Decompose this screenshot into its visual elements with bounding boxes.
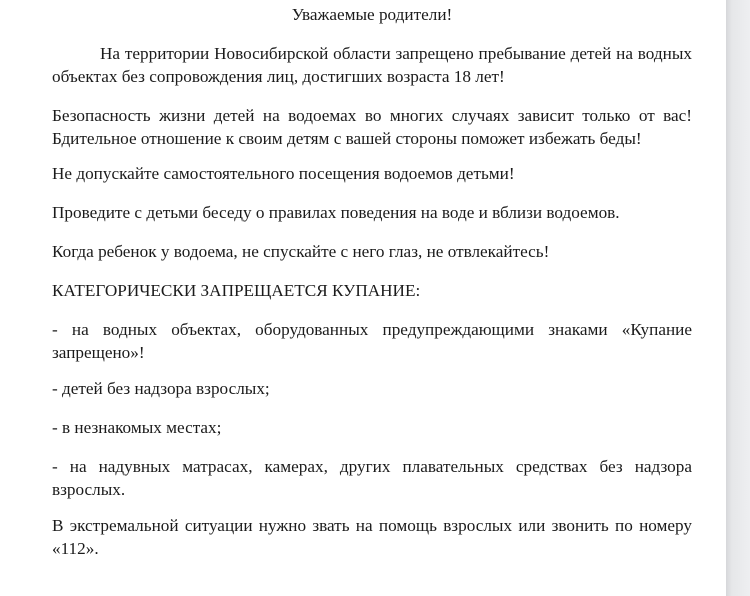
list-item-no-supervision: - детей без надзора взрослых; — [52, 379, 270, 398]
list-item-warning-signs: - на водных объектах, оборудованных предупреждающими знаками «Купание запрещено»! — [52, 320, 692, 362]
paragraph-safety: Безопасность жизни детей на водоемах во многих случаях зависит только от вас! Бдительное отношение к своим детям с вашей стороны поможет избежать беды! — [52, 106, 692, 148]
list-item-unfamiliar-places: - в незнакомых местах; — [52, 418, 222, 437]
paragraph-swimming-banned-heading: КАТЕГОРИЧЕСКИ ЗАПРЕЩАЕТСЯ КУПАНИЕ: — [52, 281, 421, 300]
document-title: Уважаемые родители! — [291, 5, 453, 24]
paragraph-no-solo-visits: Не допускайте самостоятельного посещения водоемов детьми! — [52, 164, 515, 183]
paragraph-emergency-call: В экстремальной ситуации нужно звать на помощь взрослых или звонить по номеру «112». — [52, 516, 692, 558]
paragraph-water-ban: На территории Новосибирской области запрещено пребывание детей на водных объектах без сопровождения лиц, достигших возраста 18 лет! — [52, 44, 692, 86]
paragraph-watch-child: Когда ребенок у водоема, не спускайте с него глаз, не отвлекайтесь! — [52, 242, 550, 261]
paragraph-talk-to-children: Проведите с детьми беседу о правилах поведения на воде и вблизи водоемов. — [52, 203, 620, 222]
page-edge-shadow — [726, 0, 750, 596]
list-item-inflatables: - на надувных матрасах, камерах, других плавательных средствах без надзора взрослых. — [52, 457, 692, 499]
